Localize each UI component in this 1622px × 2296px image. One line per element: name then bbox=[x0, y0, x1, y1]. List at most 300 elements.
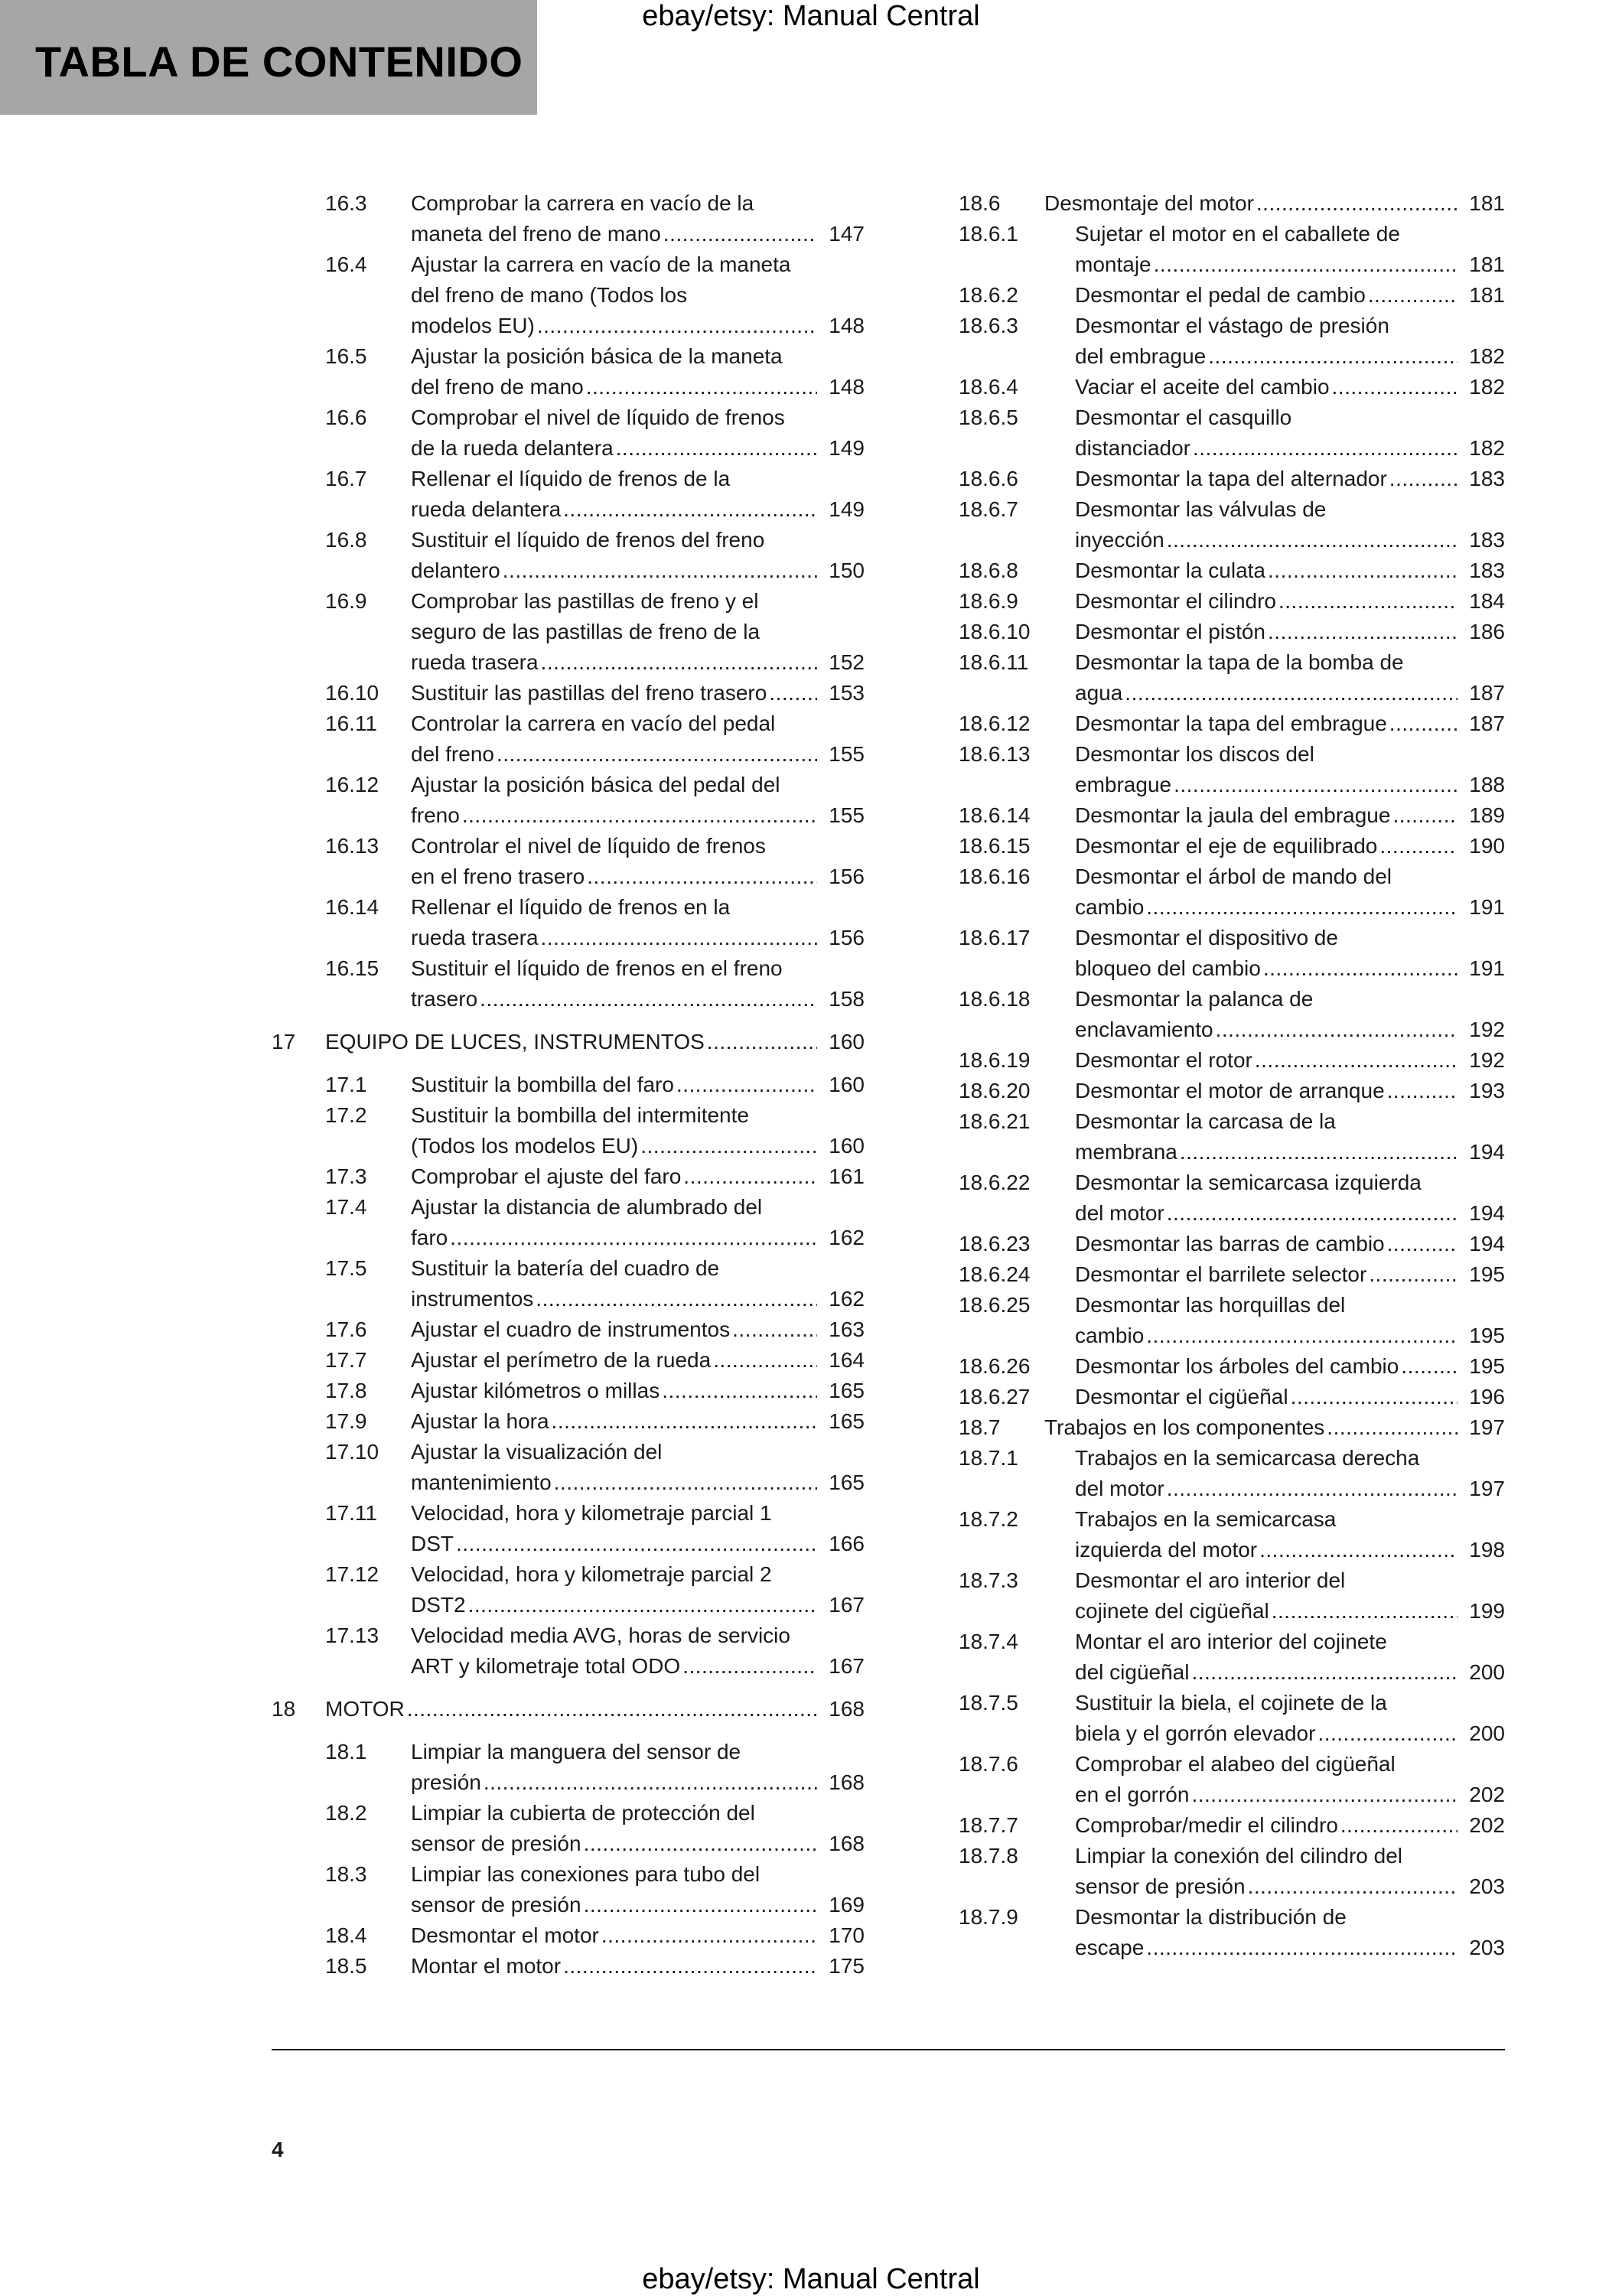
toc-entry[interactable] bbox=[325, 831, 865, 892]
toc-entry[interactable] bbox=[325, 1859, 865, 1920]
toc-entry-title bbox=[1075, 464, 1505, 494]
toc-entry-title bbox=[1075, 647, 1505, 708]
toc-entry[interactable] bbox=[959, 861, 1505, 923]
dot-leader bbox=[503, 555, 817, 586]
watermark-bottom: ebay/etsy: Manual Central bbox=[642, 2263, 980, 2295]
toc-entry-title bbox=[411, 1798, 865, 1859]
toc-entry-title-line: Ajustar la distancia de alumbrado del bbox=[411, 1195, 763, 1219]
dot-leader bbox=[1368, 280, 1458, 311]
toc-entry-title bbox=[1075, 494, 1505, 555]
toc-entry-title-line: Rellenar el líquido de frenos de la bbox=[411, 467, 731, 490]
toc-entry-page: 162 bbox=[829, 1287, 865, 1311]
toc-entry-page: 153 bbox=[829, 681, 865, 705]
toc-entry-title bbox=[411, 464, 865, 525]
toc-entry-title-line: Desmontar el cilindro bbox=[1075, 589, 1276, 613]
toc-entry[interactable] bbox=[325, 1345, 865, 1376]
toc-entry-title-line: de la rueda delantera bbox=[411, 436, 614, 460]
toc-entry-title bbox=[1075, 923, 1505, 984]
toc-entry-page: 197 bbox=[1469, 1415, 1505, 1439]
toc-entry[interactable] bbox=[959, 1229, 1505, 1259]
dot-leader bbox=[563, 1951, 817, 1982]
toc-entry-number: 18.6.19 bbox=[959, 1048, 1031, 1072]
toc-entry[interactable] bbox=[325, 1920, 865, 1951]
dot-leader bbox=[662, 1376, 817, 1406]
toc-entry-title-line: inyección bbox=[1075, 528, 1164, 552]
toc-entry[interactable] bbox=[959, 923, 1505, 984]
toc-entry-title-line: Comprobar el ajuste del faro bbox=[411, 1164, 682, 1188]
toc-entry-title-line: faro bbox=[411, 1226, 448, 1249]
toc-entry-page: 167 bbox=[829, 1654, 865, 1678]
toc-entry[interactable] bbox=[959, 1841, 1505, 1902]
toc-entry-number: 18.6.20 bbox=[959, 1079, 1031, 1102]
toc-entry-title-line: Desmontar el dispositivo de bbox=[1075, 926, 1338, 949]
toc-entry-page: 181 bbox=[1469, 191, 1505, 215]
toc-entry-title-line: Trabajos en los componentes bbox=[1044, 1415, 1325, 1439]
toc-entry-number: 17.1 bbox=[325, 1073, 367, 1096]
toc-entry[interactable] bbox=[959, 984, 1505, 1045]
toc-entry-title bbox=[1075, 800, 1505, 831]
toc-entry[interactable] bbox=[959, 1106, 1505, 1168]
toc-entry-title-line: Desmontar la jaula del embrague bbox=[1075, 803, 1391, 827]
dot-leader bbox=[1191, 1780, 1458, 1810]
toc-entry[interactable] bbox=[959, 1504, 1505, 1565]
toc-entry-title bbox=[1075, 586, 1505, 617]
toc-entry[interactable] bbox=[325, 1314, 865, 1345]
toc-entry-title bbox=[411, 341, 865, 402]
dot-leader bbox=[497, 739, 817, 770]
toc-entry[interactable] bbox=[959, 311, 1505, 372]
toc-entry-title-line: (Todos los modelos EU) bbox=[411, 1134, 639, 1158]
toc-entry-title bbox=[411, 1498, 865, 1559]
toc-entry-number: 18.6.23 bbox=[959, 1232, 1031, 1255]
toc-entry-title-line: Ajustar kilómetros o millas bbox=[411, 1379, 660, 1402]
toc-entry[interactable] bbox=[959, 1749, 1505, 1810]
toc-entry[interactable] bbox=[959, 1045, 1505, 1076]
toc-entry-number: 18.6.4 bbox=[959, 375, 1018, 399]
toc-entry-number: 16.13 bbox=[325, 834, 379, 858]
toc-entry-title-line: del embrague bbox=[1075, 344, 1207, 368]
toc-entry[interactable] bbox=[325, 1192, 865, 1253]
toc-entry[interactable] bbox=[325, 249, 865, 341]
dot-leader bbox=[1387, 1076, 1458, 1106]
toc-entry-number: 18 bbox=[272, 1697, 296, 1721]
toc-entry-page: 160 bbox=[829, 1073, 865, 1096]
dot-leader bbox=[1146, 1321, 1458, 1351]
toc-entry-title bbox=[411, 1100, 865, 1161]
toc-entry-title-line: agua bbox=[1075, 681, 1123, 705]
toc-entry-page: 182 bbox=[1469, 375, 1505, 399]
dot-leader bbox=[1146, 892, 1458, 923]
toc-entry-number: 17.6 bbox=[325, 1317, 367, 1341]
toc-entry-title bbox=[411, 1737, 865, 1798]
toc-entry-title bbox=[411, 892, 865, 953]
dot-leader bbox=[1278, 586, 1458, 617]
toc-entry-title-line: Comprobar el nivel de líquido de frenos bbox=[411, 405, 785, 429]
toc-entry-title-line: en el gorrón bbox=[1075, 1783, 1190, 1806]
toc-entry-title-line: Desmontar la culata bbox=[1075, 559, 1266, 582]
toc-entry-page: 168 bbox=[829, 1832, 865, 1855]
dot-leader bbox=[601, 1920, 817, 1951]
toc-entry-number: 18.7.7 bbox=[959, 1813, 1018, 1837]
page-number: 4 bbox=[272, 2138, 284, 2161]
toc-entry[interactable] bbox=[959, 464, 1505, 494]
dot-leader bbox=[616, 433, 817, 464]
toc-entry-title bbox=[1075, 1902, 1505, 1963]
dot-leader bbox=[1256, 188, 1458, 219]
toc-entry-number: 16.9 bbox=[325, 589, 367, 613]
toc-entry-page: 167 bbox=[829, 1593, 865, 1617]
toc-entry-page: 203 bbox=[1469, 1936, 1505, 1959]
toc-entry[interactable] bbox=[959, 494, 1505, 555]
toc-entry-title-line: Desmontar la tapa de la bomba de bbox=[1075, 650, 1404, 674]
toc-entry-title-line: cojinete del cigüeñal bbox=[1075, 1599, 1269, 1623]
toc-entry[interactable] bbox=[325, 892, 865, 953]
dot-leader bbox=[1263, 953, 1458, 984]
toc-entry[interactable] bbox=[325, 402, 865, 464]
toc-entry[interactable] bbox=[325, 1737, 865, 1798]
dot-leader bbox=[1167, 1198, 1458, 1229]
dot-leader bbox=[1317, 1718, 1458, 1749]
toc-entry-title bbox=[1044, 188, 1505, 219]
toc-entry-number: 17.7 bbox=[325, 1348, 367, 1372]
toc-entry[interactable] bbox=[325, 678, 865, 708]
toc-entry-title-line: cambio bbox=[1075, 1324, 1145, 1347]
toc-entry-title-line: DST2 bbox=[411, 1593, 466, 1617]
toc-entry-title-line: Desmontar el motor bbox=[411, 1923, 599, 1947]
toc-entry[interactable] bbox=[959, 1290, 1505, 1351]
toc-entry-title-line: Ajustar el perímetro de la rueda bbox=[411, 1348, 712, 1372]
toc-entry-title-line: Ajustar la posición básica de la maneta bbox=[411, 344, 783, 368]
toc-entry[interactable] bbox=[325, 1951, 865, 1982]
toc-entry-number: 18.6.22 bbox=[959, 1171, 1031, 1194]
dot-leader bbox=[1268, 617, 1458, 647]
toc-entry-title bbox=[1075, 1259, 1505, 1290]
toc-entry-title-line: rueda delantera bbox=[411, 497, 562, 521]
dot-leader bbox=[537, 311, 817, 341]
toc-entry-page: 149 bbox=[829, 436, 865, 460]
toc-entry-title-line: Controlar la carrera en vacío del pedal bbox=[411, 712, 776, 735]
toc-entry-title bbox=[411, 1253, 865, 1314]
toc-entry[interactable] bbox=[325, 1620, 865, 1682]
toc-entry[interactable] bbox=[959, 1902, 1505, 1963]
dot-leader bbox=[541, 923, 817, 953]
toc-entry-title-line: izquierda del motor bbox=[1075, 1538, 1258, 1562]
toc-entry[interactable] bbox=[325, 464, 865, 525]
toc-entry-title bbox=[325, 1027, 865, 1057]
toc-entry[interactable] bbox=[325, 1437, 865, 1498]
dot-leader bbox=[713, 1345, 817, 1376]
toc-entry-number: 18.6.11 bbox=[959, 650, 1029, 674]
toc-entry[interactable] bbox=[959, 739, 1505, 800]
dot-leader bbox=[584, 1829, 817, 1859]
toc-entry-number: 16.12 bbox=[325, 773, 379, 796]
toc-entry-number: 17.3 bbox=[325, 1164, 367, 1188]
toc-entry[interactable] bbox=[959, 1382, 1505, 1412]
toc-entry-page: 183 bbox=[1469, 528, 1505, 552]
toc-entry-title-line: Desmontar las barras de cambio bbox=[1075, 1232, 1385, 1255]
toc-entry[interactable] bbox=[959, 617, 1505, 647]
toc-entry-title bbox=[1075, 1351, 1505, 1382]
dot-leader bbox=[640, 1131, 817, 1161]
toc-entry[interactable] bbox=[325, 1498, 865, 1559]
toc-entry-number: 18.6.15 bbox=[959, 834, 1031, 858]
toc-entry-title bbox=[1075, 1504, 1505, 1565]
toc-entry[interactable] bbox=[959, 219, 1505, 280]
toc-entry-page: 175 bbox=[829, 1954, 865, 1978]
toc-entry-title bbox=[1075, 1627, 1505, 1688]
toc-entry[interactable] bbox=[959, 1810, 1505, 1841]
toc-entry-title-line: sensor de presión bbox=[411, 1893, 581, 1917]
toc-entry[interactable] bbox=[959, 1076, 1505, 1106]
toc-entry-title-line: instrumentos bbox=[411, 1287, 534, 1311]
toc-entry-title-line: rueda trasera bbox=[411, 926, 539, 949]
toc-entry-number: 18.7.9 bbox=[959, 1905, 1018, 1929]
toc-entry-number: 18.6.10 bbox=[959, 620, 1031, 643]
toc-entry[interactable] bbox=[959, 1565, 1505, 1627]
toc-entry-page: 192 bbox=[1469, 1048, 1505, 1072]
toc-entry-title-line: Desmontar el motor de arranque bbox=[1075, 1079, 1385, 1102]
toc-entry[interactable] bbox=[959, 1412, 1505, 1443]
toc-entry-title-line: cambio bbox=[1075, 895, 1145, 919]
toc-entry-title-line: mantenimiento bbox=[411, 1470, 552, 1494]
toc-entry[interactable] bbox=[959, 1259, 1505, 1290]
toc-entry-title bbox=[1075, 1229, 1505, 1259]
dot-leader bbox=[536, 1284, 817, 1314]
toc-entry-page: 192 bbox=[1469, 1018, 1505, 1041]
dot-leader bbox=[1193, 433, 1458, 464]
toc-entry-title-line: MOTOR bbox=[325, 1697, 405, 1721]
toc-entry-number: 18.6.5 bbox=[959, 405, 1018, 429]
dot-leader bbox=[456, 1529, 817, 1559]
toc-entry-title-line: Sustituir el líquido de frenos en el freno bbox=[411, 956, 783, 980]
toc-entry-title-line: Velocidad media AVG, horas de servicio bbox=[411, 1623, 790, 1647]
toc-entry-title bbox=[1075, 311, 1505, 372]
dot-leader bbox=[769, 678, 817, 708]
toc-entry-title-line: del freno de mano bbox=[411, 375, 584, 399]
toc-entry-number: 16.4 bbox=[325, 252, 367, 276]
dot-leader bbox=[1125, 678, 1458, 708]
toc-entry-title bbox=[1075, 617, 1505, 647]
toc-entry-number: 18.6.6 bbox=[959, 467, 1018, 490]
toc-entry-title-line: sensor de presión bbox=[411, 1832, 581, 1855]
toc-entry-page: 195 bbox=[1469, 1354, 1505, 1378]
toc-entry[interactable] bbox=[959, 708, 1505, 739]
dot-leader bbox=[1255, 1045, 1458, 1076]
toc-entry-page: 181 bbox=[1469, 252, 1505, 276]
toc-entry[interactable] bbox=[325, 1406, 865, 1437]
toc-entry[interactable] bbox=[325, 1559, 865, 1620]
toc-entry[interactable] bbox=[325, 1100, 865, 1161]
toc-entry-title-line: del freno bbox=[411, 742, 494, 766]
toc-entry-title-line: ART y kilometraje total ODO bbox=[411, 1654, 681, 1678]
toc-entry-title bbox=[1075, 219, 1505, 280]
toc-entry-title-line: escape bbox=[1075, 1936, 1145, 1959]
toc-entry-title-line: Desmontaje del motor bbox=[1044, 191, 1254, 215]
toc-entry[interactable] bbox=[959, 647, 1505, 708]
toc-entry-number: 18.7.1 bbox=[959, 1446, 1018, 1470]
toc-entry-title bbox=[411, 1951, 865, 1982]
toc-entry-number: 17.12 bbox=[325, 1562, 379, 1586]
toc-entry-page: 169 bbox=[829, 1893, 865, 1917]
toc-entry-title-line: Ajustar la hora bbox=[411, 1409, 549, 1433]
toc-entry-number: 17.9 bbox=[325, 1409, 367, 1433]
dot-leader bbox=[1180, 1137, 1458, 1168]
toc-entry-title bbox=[1075, 1168, 1505, 1229]
dot-leader bbox=[1272, 1596, 1458, 1627]
toc-entry-title-line: Sustituir la batería del cuadro de bbox=[411, 1256, 720, 1280]
toc-entry[interactable] bbox=[959, 1688, 1505, 1749]
toc-entry-title-line: delantero bbox=[411, 559, 500, 582]
toc-entry-title-line: montaje bbox=[1075, 252, 1151, 276]
toc-entry-page: 194 bbox=[1469, 1140, 1505, 1164]
toc-entry-title-line: Desmontar la tapa del embrague bbox=[1075, 712, 1387, 735]
toc-entry-title bbox=[1075, 280, 1505, 311]
toc-entry-title-line: Ajustar la visualización del bbox=[411, 1440, 663, 1464]
dot-leader bbox=[1146, 1933, 1458, 1963]
toc-entry[interactable] bbox=[959, 1443, 1505, 1504]
dot-leader bbox=[584, 1890, 817, 1920]
toc-entry[interactable] bbox=[325, 770, 865, 831]
toc-entry-number: 18.5 bbox=[325, 1954, 367, 1978]
toc-entry-title-line: Desmontar la tapa del alternador bbox=[1075, 467, 1387, 490]
dot-leader bbox=[450, 1223, 817, 1253]
toc-entry-page: 200 bbox=[1469, 1660, 1505, 1684]
toc-entry-number: 18.6.2 bbox=[959, 283, 1018, 307]
toc-entry-title bbox=[1075, 739, 1505, 800]
toc-entry[interactable] bbox=[325, 1161, 865, 1192]
toc-entry-page: 183 bbox=[1469, 467, 1505, 490]
toc-entry-number: 18.6.8 bbox=[959, 559, 1018, 582]
toc-entry[interactable] bbox=[959, 1168, 1505, 1229]
toc-entry-title bbox=[411, 1559, 865, 1620]
toc-entry-title-line: Sustituir la bombilla del faro bbox=[411, 1073, 674, 1096]
toc-entry[interactable] bbox=[959, 1627, 1505, 1688]
toc-entry-title bbox=[411, 1920, 865, 1951]
dot-leader bbox=[1401, 1351, 1458, 1382]
toc-entry[interactable] bbox=[325, 953, 865, 1014]
toc-entry-number: 16.5 bbox=[325, 344, 367, 368]
toc-entry-title-line: del freno de mano (Todos los bbox=[411, 283, 688, 307]
dot-leader bbox=[1340, 1810, 1458, 1841]
toc-entry[interactable] bbox=[959, 1351, 1505, 1382]
toc-entry[interactable] bbox=[325, 1253, 865, 1314]
toc-entry-page: 160 bbox=[829, 1030, 865, 1054]
toc-entry-title-line: Desmontar la carcasa de la bbox=[1075, 1109, 1336, 1133]
toc-entry[interactable] bbox=[325, 586, 865, 678]
toc-entry-number: 16.14 bbox=[325, 895, 379, 919]
toc-entry-page: 165 bbox=[829, 1470, 865, 1494]
toc-entry-title bbox=[1075, 1443, 1505, 1504]
toc-entry-number: 18.6.16 bbox=[959, 865, 1031, 888]
toc-entry-title-line: Desmontar los discos del bbox=[1075, 742, 1314, 766]
toc-entry-page: 184 bbox=[1469, 589, 1505, 613]
watermark-top: ebay/etsy: Manual Central bbox=[642, 0, 980, 32]
toc-entry-number: 18.6.21 bbox=[959, 1109, 1031, 1133]
toc-entry-page: 187 bbox=[1469, 712, 1505, 735]
toc-entry-page: 196 bbox=[1469, 1385, 1505, 1409]
toc-entry-number: 18.7.3 bbox=[959, 1568, 1018, 1592]
toc-entry[interactable] bbox=[959, 800, 1505, 831]
toc-entry[interactable] bbox=[959, 831, 1505, 861]
toc-entry-page: 203 bbox=[1469, 1874, 1505, 1898]
toc-entry-title-line: del motor bbox=[1075, 1477, 1164, 1500]
toc-entry[interactable] bbox=[325, 341, 865, 402]
toc-entry-page: 168 bbox=[829, 1697, 865, 1721]
toc-entry-page: 191 bbox=[1469, 895, 1505, 919]
toc-entry[interactable] bbox=[272, 1027, 865, 1057]
toc-entry-title-line: Sustituir la bombilla del intermitente bbox=[411, 1103, 749, 1127]
toc-entry[interactable] bbox=[959, 188, 1505, 219]
toc-entry[interactable] bbox=[959, 402, 1505, 464]
toc-entry-title-line: Comprobar la carrera en vacío de la bbox=[411, 191, 754, 215]
toc-entry[interactable] bbox=[325, 1376, 865, 1406]
toc-entry-title bbox=[1075, 831, 1505, 861]
toc-entry-page: 161 bbox=[829, 1164, 865, 1188]
toc-entry-number: 18.7.5 bbox=[959, 1691, 1018, 1715]
toc-entry-title-line: Comprobar/medir el cilindro bbox=[1075, 1813, 1338, 1837]
toc-entry-title-line: Desmontar el casquillo bbox=[1075, 405, 1292, 429]
toc-entry-page: 150 bbox=[829, 559, 865, 582]
toc-entry[interactable] bbox=[325, 708, 865, 770]
toc-entry-number: 16.6 bbox=[325, 405, 367, 429]
toc-entry-page: 149 bbox=[829, 497, 865, 521]
dot-leader bbox=[707, 1027, 817, 1057]
toc-entry-title bbox=[411, 1070, 865, 1100]
toc-entry-title-line: membrana bbox=[1075, 1140, 1177, 1164]
toc-entry-page: 156 bbox=[829, 926, 865, 949]
toc-entry-page: 152 bbox=[829, 650, 865, 674]
toc-left-column bbox=[272, 188, 865, 1982]
toc-entry-page: 182 bbox=[1469, 436, 1505, 460]
dot-leader bbox=[732, 1314, 817, 1345]
toc-entry-page: 190 bbox=[1469, 834, 1505, 858]
toc-entry-number: 16.15 bbox=[325, 956, 379, 980]
toc-entry[interactable] bbox=[325, 1798, 865, 1859]
toc-entry-title-line: Desmontar la semicarcasa izquierda bbox=[1075, 1171, 1422, 1194]
toc-entry-number: 18.6.7 bbox=[959, 497, 1018, 521]
toc-entry-page: 165 bbox=[829, 1379, 865, 1402]
toc-entry-number: 16.3 bbox=[325, 191, 367, 215]
toc-entry-title bbox=[411, 402, 865, 464]
toc-entry[interactable] bbox=[325, 1070, 865, 1100]
toc-entry-title-line: enclavamiento bbox=[1075, 1018, 1213, 1041]
toc-entry[interactable] bbox=[959, 555, 1505, 586]
toc-entry-title-line: en el freno trasero bbox=[411, 865, 585, 888]
toc-entry[interactable] bbox=[272, 1694, 865, 1724]
toc-entry-title bbox=[411, 953, 865, 1014]
toc-entry-title-line: modelos EU) bbox=[411, 314, 535, 337]
toc-entry-title bbox=[1075, 1106, 1505, 1168]
toc-entry-title bbox=[1075, 708, 1505, 739]
toc-entry-title bbox=[1075, 402, 1505, 464]
toc-entry-page: 193 bbox=[1469, 1079, 1505, 1102]
toc-entry[interactable] bbox=[959, 372, 1505, 402]
toc-entry-title-line: Trabajos en la semicarcasa derecha bbox=[1075, 1446, 1420, 1470]
toc-entry[interactable] bbox=[959, 586, 1505, 617]
toc-entry[interactable] bbox=[959, 280, 1505, 311]
toc-entry-title-line: presión bbox=[411, 1770, 481, 1794]
toc-entry-number: 17.11 bbox=[325, 1501, 377, 1525]
toc-entry-page: 189 bbox=[1469, 803, 1505, 827]
toc-entry-number: 18.6.13 bbox=[959, 742, 1031, 766]
toc-entry[interactable] bbox=[325, 188, 865, 249]
toc-entry-number: 16.8 bbox=[325, 528, 367, 552]
toc-entry-title bbox=[1075, 1045, 1505, 1076]
toc-entry-page: 194 bbox=[1469, 1201, 1505, 1225]
toc-entry-title-line: Sustituir el líquido de frenos del freno bbox=[411, 528, 765, 552]
toc-entry-title-line: Ajustar la carrera en vacío de la maneta bbox=[411, 252, 791, 276]
toc-entry[interactable] bbox=[325, 525, 865, 586]
